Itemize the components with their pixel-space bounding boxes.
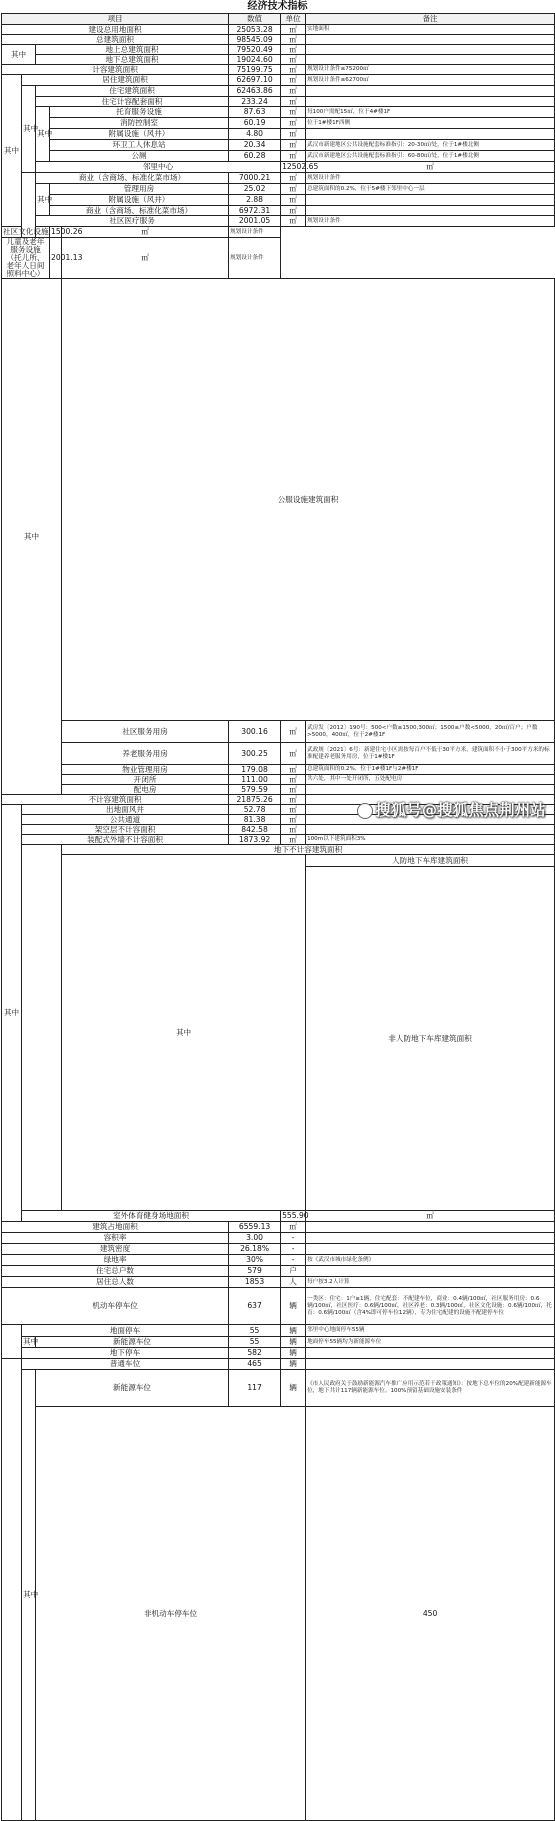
item-label: 架空层不计容面积 <box>22 825 229 835</box>
table-row <box>2 1222 555 1233</box>
item-label: 住宅建筑面积 <box>36 86 229 97</box>
table-row <box>2 845 555 855</box>
item-label: 社区服务用房 <box>62 721 229 743</box>
item-value: 30% <box>229 1255 281 1266</box>
item-value: 555.90 <box>282 1211 309 1220</box>
table-row <box>2 1233 555 1244</box>
item-unit: ㎡ <box>281 35 306 45</box>
table-row <box>2 173 555 184</box>
item-value: 60.28 <box>229 151 281 162</box>
group-label: 其中 <box>2 75 22 227</box>
item-value: 1873.92 <box>229 835 281 845</box>
table-row <box>2 162 555 173</box>
item-label: 绿地率 <box>2 1255 229 1266</box>
item-value: 179.08 <box>229 765 281 775</box>
item-unit: ㎡ <box>281 216 306 227</box>
table-row <box>2 75 555 86</box>
table-row <box>2 1244 555 1255</box>
item-unit: ㎡ <box>281 107 306 118</box>
item-unit: ㎡ <box>281 184 306 195</box>
item-unit: ㎡ <box>281 151 306 162</box>
item-value: 2001.13 <box>50 238 62 279</box>
item-label: 地面停车 <box>22 1325 229 1337</box>
table-row <box>2 1255 555 1266</box>
item-value: 579 <box>229 1266 281 1277</box>
item-label: 地下停车 <box>22 1348 229 1359</box>
item-unit: - <box>281 1233 306 1244</box>
item-label: 计容建筑面积 <box>2 65 229 75</box>
item-unit: ㎡ <box>281 25 306 35</box>
item-remark: 规划设计条件 <box>229 238 281 279</box>
blank-cell <box>2 1359 22 1821</box>
item-label: 社区文化设施 <box>3 227 49 236</box>
item-value: 300.25 <box>229 743 281 765</box>
item-label: 儿童及老年服务设施（托儿所、老年人日间照料中心） <box>2 238 50 279</box>
item-remark <box>306 1359 555 1370</box>
item-remark: 每户按3.2人计算 <box>306 1277 555 1288</box>
item-label: 附属设施（风井） <box>50 195 229 206</box>
item-remark <box>306 55 555 65</box>
item-remark: 总建筑面积的0.2%，位于5#楼下邻里中心一层 <box>306 184 555 195</box>
item-label: 建筑占地面积 <box>2 1222 229 1233</box>
item-label: 物业管理用房 <box>62 765 229 775</box>
table-row <box>2 118 555 129</box>
item-value: 842.58 <box>229 825 281 835</box>
item-value: 3.00 <box>229 1233 281 1244</box>
item-unit: ㎡ <box>306 1211 555 1222</box>
item-value: 6972.31 <box>229 206 281 216</box>
item-value: 98545.09 <box>229 35 281 45</box>
table-row <box>2 825 555 835</box>
item-unit: 辆 <box>281 1370 306 1407</box>
item-value: 21875.26 <box>229 795 281 805</box>
item-unit: ㎡ <box>281 825 306 835</box>
group-label: 其中 <box>2 279 62 795</box>
item-value: 2001.05 <box>229 216 281 227</box>
item-value: 4.80 <box>229 129 281 140</box>
group-label: 其中 <box>22 1370 36 1821</box>
item-label: 地下总建筑面积 <box>36 55 229 65</box>
item-label: 新能源车位 <box>36 1370 229 1407</box>
item-unit: ㎡ <box>281 195 306 206</box>
table-row <box>2 97 555 107</box>
watermark <box>357 799 546 820</box>
item-unit: 辆 <box>281 1359 306 1370</box>
item-remark <box>306 785 555 795</box>
item-remark: 总建筑面积的0.2%，位于1#楼1F与2#楼1F <box>306 765 555 775</box>
item-remark <box>306 129 555 140</box>
table-row <box>2 206 555 216</box>
item-remark: 规划设计条件≤62700㎡ <box>306 75 555 86</box>
item-value: 79520.49 <box>229 45 281 55</box>
item-unit: ㎡ <box>281 129 306 140</box>
item-value: 62697.10 <box>229 75 281 86</box>
table-row <box>2 107 555 118</box>
item-value: 111.00 <box>229 775 281 785</box>
item-remark: 武政规〔2021〕6号：新建住宅小区需按每百户不低于30平方米，建筑面积不小于300平方米的标准配建养老服务用房，位于1#楼1F <box>306 743 555 765</box>
item-remark: 规划设计条件≤75200㎡ <box>306 65 555 75</box>
item-value: 7000.21 <box>229 173 281 184</box>
item-label: 建筑密度 <box>2 1244 229 1255</box>
item-unit: ㎡ <box>281 785 306 795</box>
item-unit: ㎡ <box>281 775 306 785</box>
table-row <box>2 238 555 279</box>
item-remark: 实地面积 <box>306 25 555 35</box>
table-row <box>2 216 555 227</box>
item-label: 装配式外墙不计容面积 <box>22 835 229 845</box>
item-remark <box>306 45 555 55</box>
table-row <box>2 1325 555 1337</box>
table-row <box>2 45 555 55</box>
group-label: 其中 <box>36 107 50 162</box>
table-row <box>2 1211 555 1222</box>
item-label: 托育服务设施 <box>50 107 229 118</box>
table-row <box>2 151 555 162</box>
item-remark: 规划设计条件 <box>306 173 555 184</box>
item-value: 25.02 <box>229 184 281 195</box>
item-unit: - <box>281 1244 306 1255</box>
item-value: 19024.60 <box>229 55 281 65</box>
item-remark: 每100户需配15㎡，位于4#楼1F <box>306 107 555 118</box>
item-value: 62463.86 <box>229 86 281 97</box>
item-unit: 人 <box>281 1277 306 1288</box>
item-unit: ㎡ <box>281 795 306 805</box>
item-remark: 100m以下建筑面积3% <box>306 835 555 845</box>
item-remark: 规划设计条件 <box>306 216 555 227</box>
blank-cell <box>2 1325 22 1359</box>
item-remark <box>306 86 555 97</box>
item-remark: 位于1#楼1F西侧 <box>306 118 555 129</box>
group-label: 其中 <box>23 1337 39 1346</box>
item-label: 地上总建筑面积 <box>36 45 229 55</box>
item-label: 住宅计容配套面积 <box>36 97 229 107</box>
table-row <box>2 35 555 45</box>
watermark-text: 搜狐号@搜狐焦点荆州站 <box>375 801 546 819</box>
table-row <box>2 55 555 65</box>
item-value: 12502.65 <box>282 162 319 171</box>
item-label: 管理用房 <box>50 184 229 195</box>
item-label: 总建筑面积 <box>2 35 229 45</box>
blank-cell <box>22 845 62 1211</box>
item-value: 25053.28 <box>229 25 281 35</box>
item-label: 消防控制室 <box>50 118 229 129</box>
item-value: 300.16 <box>229 721 281 743</box>
item-value: 2.88 <box>229 195 281 206</box>
item-remark: 邻里中心地面停车55辆 <box>306 1325 555 1337</box>
item-value: 81.38 <box>229 815 281 825</box>
table-row <box>2 1407 555 1821</box>
header-unit: 单位 <box>281 14 306 25</box>
table-row <box>2 1348 555 1359</box>
item-label: 配电房 <box>62 785 229 795</box>
item-label: 居住建筑面积 <box>22 75 229 86</box>
table-row <box>2 227 555 238</box>
item-value: 1500.26 <box>51 227 83 236</box>
table-row <box>2 721 555 743</box>
item-remark: 《市人民政府关于鼓励新能源汽车推广应用示范若干政策通知》：按地下总车位的20%配建新能源车位，地下共计117辆新能源车位。100%预留基础设施安装条件 <box>306 1370 555 1407</box>
sheet-title: 经济技术指标 <box>247 1 308 12</box>
item-value: 450 <box>306 1407 555 1821</box>
table-row <box>2 765 555 775</box>
item-unit: ㎡ <box>281 173 306 184</box>
item-unit: 辆 <box>281 1348 306 1359</box>
item-label: 公共通道 <box>22 815 229 825</box>
table-row <box>2 743 555 765</box>
item-value: 582 <box>229 1348 281 1359</box>
item-value: 6559.13 <box>229 1222 281 1233</box>
group-label: 其中 <box>22 86 36 173</box>
item-unit: ㎡ <box>281 765 306 775</box>
item-label: 居住总人数 <box>2 1277 229 1288</box>
item-value: 1853 <box>229 1277 281 1288</box>
item-remark: 规划设计条件 <box>229 227 281 238</box>
table-row <box>2 129 555 140</box>
economic-indicators-sheet <box>1 0 554 1618</box>
item-label: 容积率 <box>2 1233 229 1244</box>
item-remark: 武房发〔2012〕190号：500<户数≤1500,300㎡；1500≤户数<5000，20㎡/百户；户数>5000，400㎡，位于2#楼1F <box>306 721 555 743</box>
item-label: 商业（含商场、标准化菜市场） <box>36 173 229 184</box>
item-unit: ㎡ <box>281 1222 306 1233</box>
item-unit: ㎡ <box>281 75 306 86</box>
group-label: 其中 <box>36 184 50 216</box>
header-value: 数值 <box>229 14 281 25</box>
item-unit: 户 <box>281 1266 306 1277</box>
item-unit: ㎡ <box>281 97 306 107</box>
table-row <box>2 86 555 97</box>
table-row <box>2 1277 555 1288</box>
item-remark: 地面停车55辆均为新能源车位 <box>306 1337 555 1348</box>
table-row <box>2 65 555 75</box>
item-remark: 共六处，其中一处开闭所，五处配电房 <box>306 775 555 785</box>
item-value: 26.18% <box>229 1244 281 1255</box>
item-label: 住宅总户数 <box>2 1266 229 1277</box>
table-row <box>2 1266 555 1277</box>
item-unit: ㎡ <box>281 45 306 55</box>
item-value: 233.24 <box>229 97 281 107</box>
item-value: 117 <box>229 1370 281 1407</box>
item-label: 建设总用地面积 <box>2 25 229 35</box>
item-remark <box>306 825 555 835</box>
item-value: 55 <box>229 1325 281 1337</box>
item-label: 新能源车位 <box>36 1337 229 1348</box>
item-unit: - <box>281 1255 306 1266</box>
item-label: 非机动车停车位 <box>36 1407 306 1821</box>
item-remark <box>306 35 555 45</box>
item-unit: ㎡ <box>281 65 306 75</box>
item-unit: ㎡ <box>281 815 306 825</box>
table-row <box>2 785 555 795</box>
item-label: 公厕 <box>50 151 229 162</box>
item-unit: 辆 <box>281 1325 306 1337</box>
item-remark <box>306 1222 555 1233</box>
header-row <box>2 14 555 25</box>
item-label: 公服设施建筑面积 <box>62 279 555 721</box>
item-value: 55 <box>229 1337 281 1348</box>
item-remark: 按《武汉市城市绿化条例》 <box>306 1255 555 1266</box>
table-row <box>2 1359 555 1370</box>
item-label: 开闭所 <box>62 775 229 785</box>
item-unit: ㎡ <box>281 140 306 151</box>
item-remark: 武汉市新建地区公共设施配套标准指引：60-80㎡/处，位于1#楼北侧 <box>306 151 555 162</box>
item-remark <box>306 1244 555 1255</box>
item-value: 75199.75 <box>229 65 281 75</box>
group-label: 其中 <box>2 805 22 1222</box>
item-value: 60.19 <box>229 118 281 129</box>
item-unit: 辆 <box>281 1337 306 1348</box>
item-label: 机动车停车位 <box>2 1288 229 1325</box>
table-row <box>2 25 555 35</box>
item-label: 出地面风井 <box>22 805 229 815</box>
item-remark <box>306 1233 555 1244</box>
item-value: 52.78 <box>229 805 281 815</box>
item-unit: ㎡ <box>281 743 306 765</box>
item-unit: ㎡ <box>62 238 229 279</box>
item-label: 邻里中心 <box>36 162 281 173</box>
item-remark <box>306 206 555 216</box>
item-label: 环卫工人休息站 <box>50 140 229 151</box>
item-unit: ㎡ <box>281 805 306 815</box>
item-remark <box>306 195 555 206</box>
table-row <box>2 1337 555 1348</box>
camera-icon <box>357 803 373 819</box>
item-unit: ㎡ <box>281 835 306 845</box>
item-unit: ㎡ <box>306 162 555 173</box>
item-label: 社区医疗服务 <box>36 216 229 227</box>
indicators-table <box>1 13 555 1821</box>
item-remark <box>306 97 555 107</box>
group-label: 其中 <box>62 855 306 1211</box>
table-row <box>2 140 555 151</box>
item-unit: ㎡ <box>62 227 229 238</box>
item-unit: ㎡ <box>281 206 306 216</box>
item-remark <box>306 1266 555 1277</box>
table-row <box>2 855 555 867</box>
table-row <box>2 1288 555 1325</box>
item-value: 87.63 <box>229 107 281 118</box>
item-label: 地下不计容建筑面积 <box>62 845 555 855</box>
item-remark: 一类区：住宅：1户≥1辆，住宅配套：不配建车位，商业：0.4辆/100㎡，社区服务用房：0.6辆/100㎡，社区医疗：0.6辆/100㎡，社区养老：0.3辆/100㎡，社区文化设施：0.6辆/100㎡，托育：0.6辆/100㎡（含4%即可停车位12辆），专为住宅配建的设施不配建停车位 <box>306 1288 555 1325</box>
item-label: 普通车位 <box>22 1359 229 1370</box>
item-label: 人防地下车库建筑面积 <box>306 855 555 867</box>
table-row <box>2 184 555 195</box>
item-unit: ㎡ <box>281 86 306 97</box>
table-row <box>2 195 555 206</box>
item-label: 附属设施（风井） <box>50 129 229 140</box>
item-remark: 武汉市新建地区公共设施配套标准指引：20-30㎡/处，位于1#楼北侧 <box>306 140 555 151</box>
item-unit: ㎡ <box>281 55 306 65</box>
item-label: 商业（含商场、标准化菜市场） <box>50 206 229 216</box>
table-row <box>2 279 555 721</box>
item-label: 不计容建筑面积 <box>2 795 229 805</box>
item-unit: ㎡ <box>281 721 306 743</box>
group-label: 其中 <box>2 45 36 65</box>
item-value: 579.59 <box>229 785 281 795</box>
item-label: 养老服务用房 <box>62 743 229 765</box>
header-item: 项目 <box>2 14 229 25</box>
table-row <box>2 835 555 845</box>
item-unit: 辆 <box>281 1288 306 1325</box>
header-remark: 备注 <box>306 14 555 25</box>
table-row <box>2 1370 555 1407</box>
item-value: 637 <box>229 1288 281 1325</box>
item-label: 室外体育健身场地面积 <box>22 1211 281 1222</box>
item-unit: ㎡ <box>281 118 306 129</box>
item-value: 20.34 <box>229 140 281 151</box>
item-value: 465 <box>229 1359 281 1370</box>
table-row <box>2 775 555 785</box>
item-remark <box>306 1348 555 1359</box>
item-label: 非人防地下车库建筑面积 <box>306 867 555 1211</box>
